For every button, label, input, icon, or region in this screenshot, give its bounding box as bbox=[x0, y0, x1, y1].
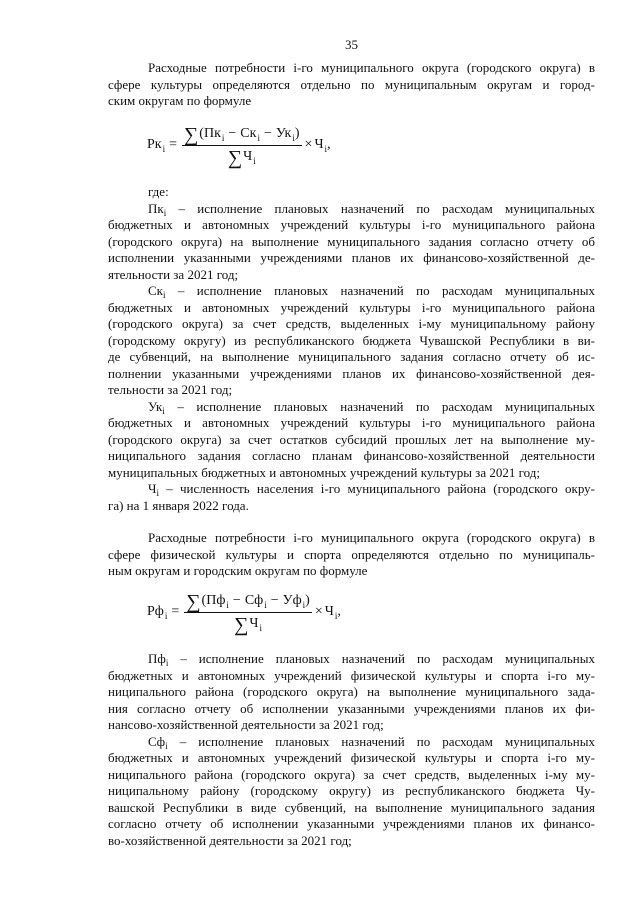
text-line: вашской Республики в виде субвенций, на выполнение муниципального задания bbox=[108, 799, 595, 815]
term: Сф bbox=[148, 733, 166, 749]
term-subscript: i bbox=[163, 207, 167, 217]
text-line bbox=[108, 201, 595, 218]
text-line: (городского округа) за счет остатков субсидий прошлых лет на выполнение му- bbox=[108, 431, 595, 447]
subscript: i bbox=[264, 599, 267, 610]
subscript: i bbox=[324, 144, 328, 154]
text-line: ниципального задания согласно планам финансово-хозяйственной деятельности bbox=[108, 448, 595, 463]
subscript: i bbox=[221, 132, 225, 143]
definition-sk bbox=[108, 283, 595, 399]
term: Пф bbox=[148, 651, 166, 666]
text-line bbox=[108, 734, 595, 751]
numerator bbox=[184, 591, 312, 613]
times-sign: × bbox=[304, 137, 313, 152]
definition-pf bbox=[108, 651, 595, 734]
text-line: нансово-хозяйственной деятельности за 2021 год; bbox=[108, 717, 384, 732]
definition-text: – исполнение плановых назначений по расходам муниципальных bbox=[164, 398, 595, 414]
formula-culture bbox=[147, 118, 331, 172]
term-subscript: i bbox=[156, 488, 159, 498]
term-symbol: Пк bbox=[203, 125, 221, 141]
subscript: i bbox=[302, 599, 306, 610]
text-line bbox=[108, 399, 595, 416]
text-line: (городского округа) за счет средств, выделенных i-му муниципальному району bbox=[108, 316, 595, 331]
term: Ч bbox=[148, 481, 157, 496]
definition-uk bbox=[108, 399, 595, 482]
text-line: исполнении указанными учреждениями планов их финансово-хозяйственной де- bbox=[108, 250, 595, 265]
subscript: i bbox=[257, 132, 260, 143]
subscript: i bbox=[162, 144, 166, 154]
text-line: ниципального района (городского округа) на выполнение муниципального зада- bbox=[108, 684, 595, 699]
text-line: бюджетных и автономных учреждений физической культуры и спорта i-го му- bbox=[108, 750, 595, 765]
text-line: полнении указанными учреждениями планов их финансово-хозяйственной дея- bbox=[108, 365, 595, 381]
term-symbol: Ч bbox=[314, 137, 324, 152]
open-paren: ( bbox=[201, 592, 207, 608]
text-line: Расходные потребности i-го муниципального округа (городского округа) в bbox=[148, 60, 595, 75]
text-line: муниципальных бюджетных и автономных учреждений культуры за 2021 год; bbox=[108, 464, 540, 480]
page-number: 35 bbox=[345, 37, 358, 52]
text-line: сфере культуры определяются отдельно по муниципальным округам и город- bbox=[108, 76, 595, 92]
term-subscript: i bbox=[165, 658, 169, 668]
definition-text: – исполнение плановых назначений по расходам муниципальных bbox=[167, 733, 595, 749]
sum-sign: ∑ bbox=[186, 590, 201, 613]
definition-ch bbox=[108, 481, 595, 514]
comma: , bbox=[337, 604, 341, 619]
text-line: ятельности за 2021 год; bbox=[108, 266, 239, 282]
definition-text: – численность населения i-го муниципального района (городского окру- bbox=[158, 481, 595, 496]
text-line: (городского округа) на выполнение муниципального задания согласно отчету об bbox=[108, 233, 595, 249]
text-line: ниципальному району (городскому округу) из республиканского бюджета Чу- bbox=[108, 783, 595, 798]
sum-sign: ∑ bbox=[227, 146, 243, 169]
text-line: тельности за 2021 год; bbox=[108, 382, 233, 397]
definition-text: – исполнение плановых назначений по расходам муниципальных bbox=[165, 283, 595, 298]
definitions-culture bbox=[108, 184, 595, 514]
denominator bbox=[228, 146, 256, 167]
term-symbol: Ч bbox=[249, 615, 259, 631]
minus-sign: − bbox=[232, 592, 241, 608]
term-symbol: Ч bbox=[324, 604, 334, 619]
term-subscript: i bbox=[162, 405, 165, 415]
text-line bbox=[108, 651, 595, 668]
term-symbol: Пф bbox=[206, 592, 226, 608]
subscript: i bbox=[164, 611, 168, 621]
text-line bbox=[108, 283, 595, 300]
lhs-symbol: Рф bbox=[147, 604, 164, 619]
text-line bbox=[108, 481, 595, 498]
subscript: i bbox=[292, 132, 295, 143]
text-line: согласно отчету об исполнении указанными учреждениями планов их финансо- bbox=[108, 816, 595, 831]
text-line: ниципального района (городского округа) за счет средств, выделенных i-му му- bbox=[108, 766, 595, 782]
definition-pk bbox=[108, 201, 595, 284]
term-symbol: Ч bbox=[243, 148, 253, 164]
lhs-symbol: Рк bbox=[147, 137, 162, 152]
text-line: де субвенций, на выполнение муниципального задания согласно отчету об ис- bbox=[108, 349, 595, 364]
term: Ук bbox=[148, 398, 163, 414]
formula-sport bbox=[147, 585, 341, 639]
text-line: бюджетных и автономных учреждений культуры i-го муниципального района bbox=[108, 299, 595, 315]
subscript: i bbox=[334, 611, 338, 621]
text-line: бюджетных и автономных учреждений культуры i-го муниципального района bbox=[108, 217, 595, 232]
subscript: i bbox=[226, 599, 229, 610]
definition-text: – исполнение плановых назначений по расходам муниципальных bbox=[168, 651, 595, 666]
term-subscript: i bbox=[163, 290, 166, 300]
where-label: где: bbox=[148, 184, 169, 199]
close-paren: ) bbox=[305, 592, 310, 608]
term-symbol: Уф bbox=[282, 592, 302, 608]
term-symbol: Ск bbox=[240, 125, 257, 141]
comma: , bbox=[327, 137, 331, 152]
text-line: Расходные потребности i-го муниципального округа (городского округа) в bbox=[148, 530, 595, 545]
text-line: га) на 1 января 2022 года. bbox=[108, 497, 249, 513]
equals-sign: = bbox=[171, 604, 180, 619]
close-paren: ) bbox=[294, 125, 300, 141]
text-line: во-хозяйственной деятельности за 2021 год; bbox=[108, 832, 352, 848]
term: Пк bbox=[148, 200, 164, 216]
minus-sign: − bbox=[263, 125, 272, 141]
paragraph-intro-culture bbox=[108, 60, 595, 110]
sum-sign: ∑ bbox=[184, 123, 199, 146]
minus-sign: − bbox=[270, 592, 279, 608]
text-line: сфере физической культуры и спорта определяются отдельно по муниципаль- bbox=[108, 546, 595, 562]
term-symbol: Ук bbox=[275, 125, 292, 141]
text-line: ным округам и городским округам по формуле bbox=[108, 563, 368, 578]
text-line: бюджетных и автономных учреждений физической культуры и спорта i-го му- bbox=[108, 667, 595, 683]
fraction bbox=[184, 591, 312, 634]
denominator bbox=[234, 613, 262, 634]
fraction bbox=[182, 124, 302, 167]
definition-sf bbox=[108, 734, 595, 850]
equals-sign: = bbox=[169, 137, 178, 152]
times-sign: × bbox=[314, 604, 323, 619]
text-line: бюджетных и автономных учреждений культуры i-го муниципального района bbox=[108, 415, 595, 430]
formula-lhs bbox=[147, 137, 165, 153]
term-subscript: i bbox=[165, 740, 168, 750]
term-symbol: Сф bbox=[244, 592, 264, 608]
text-line: ния согласно отчету об исполнении указанными учреждениями планов их фи- bbox=[108, 700, 595, 716]
definition-text: – исполнение плановых назначений по расходам муниципальных bbox=[166, 200, 595, 216]
term: Ск bbox=[148, 283, 163, 298]
text-line: ским округам по формуле bbox=[108, 93, 252, 108]
definitions-sport bbox=[108, 651, 595, 849]
open-paren: ( bbox=[199, 125, 204, 141]
numerator bbox=[182, 124, 302, 146]
formula-lhs bbox=[147, 604, 167, 620]
sum-sign: ∑ bbox=[234, 613, 249, 636]
subscript: i bbox=[253, 155, 256, 166]
minus-sign: − bbox=[228, 125, 237, 141]
text-line: (городскому округу) из республиканского бюджета Чувашской Республики в ви- bbox=[108, 332, 595, 348]
paragraph-intro-sport bbox=[108, 530, 595, 580]
subscript: i bbox=[259, 622, 262, 633]
